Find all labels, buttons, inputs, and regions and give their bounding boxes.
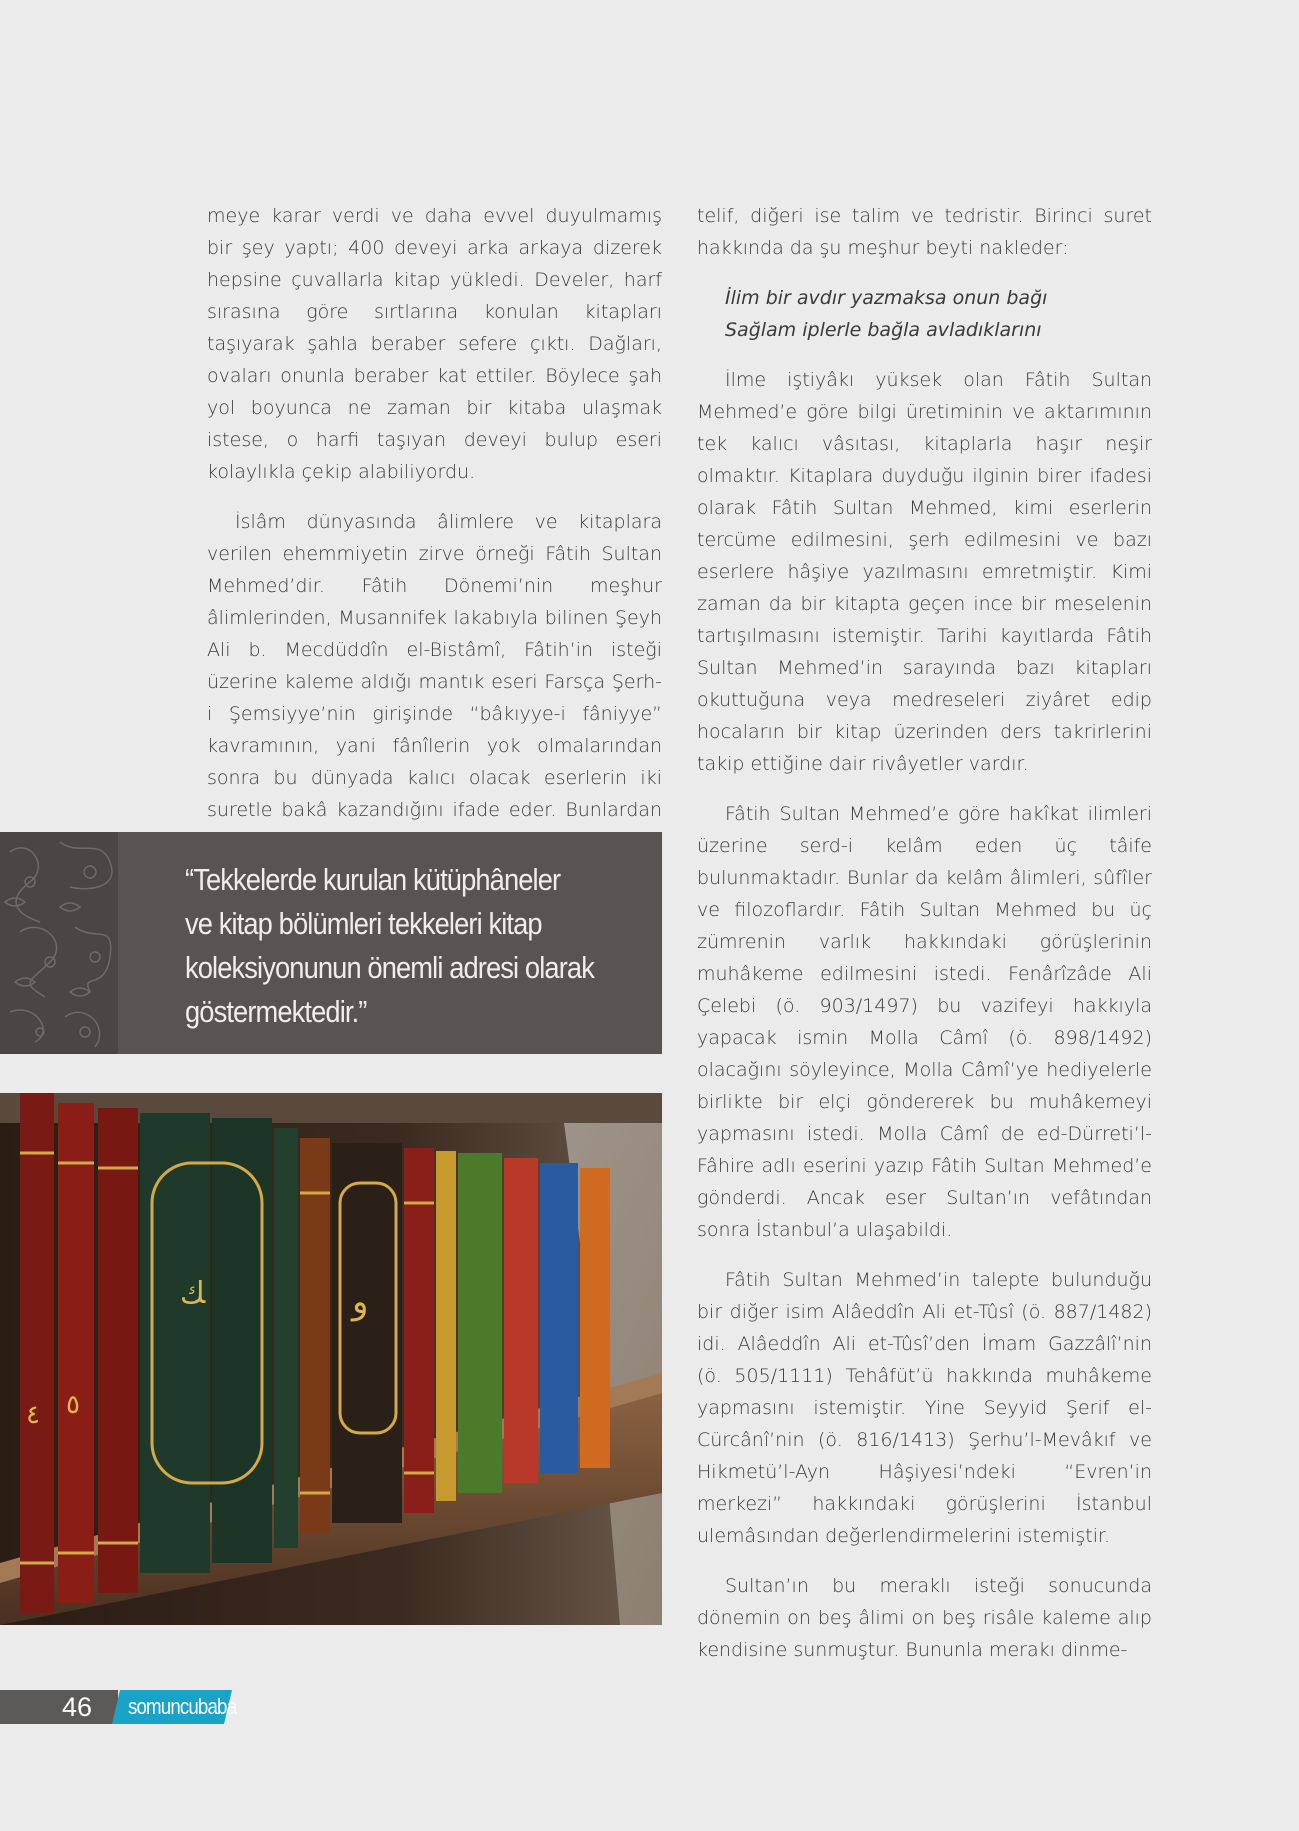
svg-text:ﻭ: ﻭ: [352, 1282, 369, 1322]
body-paragraph: telif, diğeri ise talim ve tedristir. Birinci suret hakkında da şu meşhur beyti nakleder:: [697, 205, 1152, 259]
verse-line: İlim bir avdır yazmaksa onun bağı: [725, 287, 1048, 309]
svg-text:٤: ٤: [26, 1400, 40, 1430]
pull-quote-line: göstermektedir.”: [185, 994, 367, 1029]
verse-line: Sağlam iplerle bağla avladıklarını: [725, 319, 1042, 341]
body-paragraph: Fâtih Sultan Mehmed’in talepte bulunduğu bir diğer isim Alâeddîn Ali et-Tûsî (ö. 887/1482) idi. Alâeddîn Ali et-Tûsî’den İmam Gazzâlî’nin (ö. 505/1111) Tehâfüt’ü hakkında muhâkeme yapmasını istemiştir. Yine Seyyid Şerif el-Cürcânî’nin (ö. 816/1413) Şerhu’l-Mevâkıf ve Hikmetü’l-Ayn Hâşiyesi’ndeki “Evren’in merkezi” hakkındaki görüşlerini İstanbul ulemâsından değerlendirmelerini istemiştir.: [697, 1269, 1152, 1547]
pull-quote-line: ve kitap bölümleri tekkeleri kitap: [185, 906, 542, 941]
bookshelf-photo: [0, 1093, 662, 1625]
pull-quote-line: “Tekkelerde kurulan kütüphâneler: [185, 862, 561, 897]
body-paragraph: Sultan’ın bu meraklı isteği sonucunda dönemin on beş âlimi on beş risâle kaleme alıp kendisine sunmuştur. Bununla merakı dinme-: [697, 1575, 1152, 1661]
verse-quote: [697, 282, 1152, 346]
body-paragraph: İslâm dünyasında âlimlere ve kitaplara verilen ehemmiyetin zirve örneği Fâtih Sultan Mehmed’dir. Fâtih Dönemi’nin meşhur âlimlerinden, Musannifek lakabıyla bilinen Şeyh Ali b. Mecdüddîn el-Bistâmî, Fâtih’in isteği üzerine kaleme aldığı mantık eseri Farsça Şerh-i Şemsiyye’nin girişinde “bâkıyye-i fâniyye” kavramının, yani fânîlerin yok olmalarından sonra bu dünyada kalıcı olacak eserlerin iki suretle bakâ kazandığını ifade eder. Bunlardan: [207, 511, 662, 821]
page-number-bar: [0, 1690, 118, 1724]
pull-quote-line: koleksiyonunun önemli adresi olarak: [185, 950, 594, 985]
page-number: 46: [62, 1692, 93, 1722]
body-paragraph: Fâtih Sultan Mehmed’e göre hakîkat ilimleri üzerine serd-i kelâm eden üç tâife bulunmaktadır. Bunlar da kelâm âlimleri, sûfîler ve filozoflardır. Fâtih Sultan Mehmed bu üç zümrenin varlık hakkındaki görüşlerinin muhâkeme edilmesini istedi. Fenârîzâde Ali Çelebi (ö. 903/1497) bu vazifeyi hakkıyla yapacak ismin Molla Câmî (ö. 898/1492) olacağını söyleyince, Molla Câmî’ye hediyelerle birlikte bir elçi göndererek bu muhâkemeyi yapmasını istedi. Molla Câmî de ed-Dürreti’l-Fâhire adlı eserini yazıp Fâtih Sultan Mehmed’e gönderdi. Ancak eser Sultan’ın vefâtından sonra İstanbul’a ulaşabildi.: [697, 803, 1152, 1241]
left-text-column: [207, 200, 662, 876]
right-text-column: [697, 200, 1152, 1684]
body-paragraph: İlme iştiyâkı yüksek olan Fâtih Sultan Mehmed’e göre bilgi üretiminin ve aktarımının tek kalıcı vâsıtası, kitaplarla haşır neşir olmaktır. Kitaplara duyduğu ilginin birer ifadesi olarak Fâtih Sultan Mehmed, kimi eserlerin tercüme edilmesini, şerh edilmesini ve bazı eserlere hâşiye yazılmasını emretmiştir. Kimi zaman da bir kitapta geçen ince bir meselenin tartışılmasını istemiştir. Tarihi kayıtlarda Fâtih Sultan Mehmed’in sarayında bazı kitapları okuttuğuna veya medreseleri ziyâret edip hocaların bir kitap üzerinden ders takrirlerini takip ettiğine dair rivâyetler vardır.: [697, 369, 1152, 775]
svg-text:ﻚ: ﻚ: [180, 1276, 206, 1311]
svg-text:٥: ٥: [66, 1390, 80, 1420]
body-paragraph: meye karar verdi ve daha evvel duyulmamış bir şey yaptı; 400 deveyi arka arkaya dizerek hepsine çuvallarla kitap yükledi. Develer, harf sırasına göre sırtlarına konulan kitapları taşıyarak şahla beraber sefere çıktı. Dağları, ovaları onunla beraber kat ettiler. Böylece şah yol boyunca ne zaman bir kitaba ulaşmak istese, o harfi taşıyan deveyi bulup eseri kolaylıkla çekip alabiliyordu.: [207, 205, 662, 483]
magazine-name: somuncubaba: [128, 1694, 237, 1719]
floral-pattern-icon: [0, 832, 118, 1054]
pull-quote-box: [0, 832, 662, 1054]
pull-quote-text: [185, 858, 625, 1034]
